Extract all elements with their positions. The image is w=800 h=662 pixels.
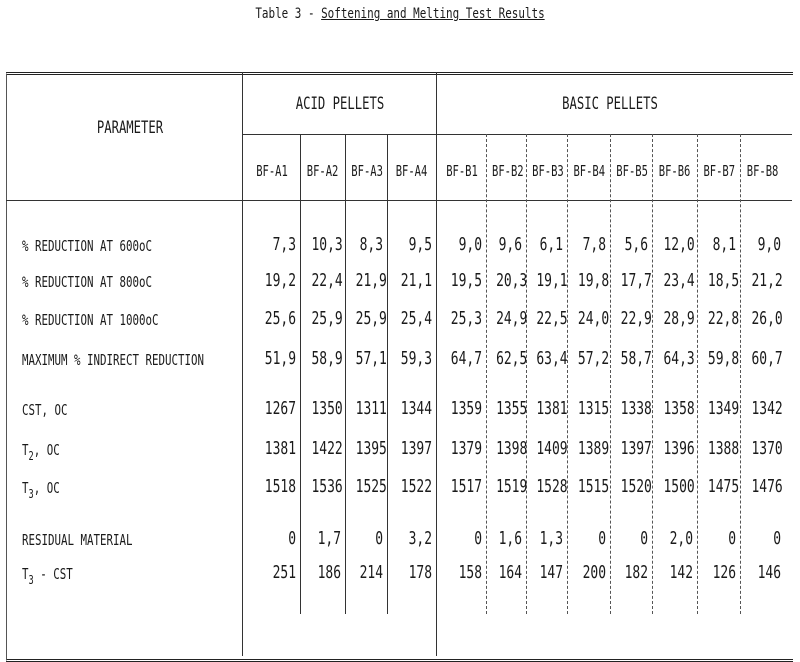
column-code: BF-A1: [256, 162, 288, 180]
table-cell: 1528: [536, 476, 568, 497]
column-divider: [567, 134, 568, 614]
table-cell: 1,6: [498, 528, 522, 549]
table-cell: 1370: [751, 438, 783, 459]
row-label: $T_3$ - CST: [22, 565, 73, 587]
divider-parameter: [242, 72, 243, 656]
table-cell: 1475: [707, 476, 740, 497]
row-label: MAXIMUM % INDIRECT REDUCTION: [22, 351, 205, 369]
parameter-header: PARAMETER: [96, 118, 164, 138]
column-divider: [740, 134, 741, 614]
column-divider: [610, 134, 611, 614]
table-cell: 0: [773, 528, 781, 549]
table-cell: 0: [375, 528, 383, 549]
table-cell: 59,8: [707, 348, 740, 369]
column-code: BF-B5: [616, 162, 648, 180]
column-code: BF-B4: [573, 162, 606, 180]
table-cell: 1315: [577, 398, 610, 419]
column-divider: [387, 134, 388, 614]
row-label: % REDUCTION AT 600oC: [22, 237, 153, 255]
table-caption: [88, 6, 712, 22]
caption-title: Softening and Melting Test Results: [321, 6, 545, 22]
row-label: % REDUCTION AT 800oC: [22, 273, 153, 291]
table-cell: 10,3: [311, 234, 343, 255]
table-cell: 24,0: [577, 308, 610, 329]
column-code: BF-B2: [492, 162, 524, 180]
table-cell: 0: [598, 528, 606, 549]
table-cell: 1267: [264, 398, 296, 419]
table-cell: 1381: [264, 438, 296, 459]
table-cell: 1381: [536, 398, 568, 419]
table-cell: 0: [640, 528, 648, 549]
table-cell: 19,5: [450, 270, 482, 291]
table-cell: 7,8: [582, 234, 606, 255]
table-cell: 1338: [620, 398, 652, 419]
table-cell: 1396: [663, 438, 695, 459]
table-cell: 8,1: [712, 234, 736, 255]
table-cell: 1536: [311, 476, 343, 497]
table-cell: 19,8: [577, 270, 610, 291]
table-cell: 0: [474, 528, 482, 549]
table-cell: 26,0: [751, 308, 783, 329]
table-cell: 58,9: [311, 348, 343, 369]
table-cell: 24,9: [496, 308, 528, 329]
table-cell: 19,2: [264, 270, 296, 291]
table-cell: 142: [669, 562, 693, 583]
table-cell: 12,0: [663, 234, 695, 255]
table-cell: 1500: [663, 476, 695, 497]
table-cell: 57,1: [355, 348, 387, 369]
table-cell: 22,5: [536, 308, 568, 329]
divider-acid-basic: [436, 72, 437, 656]
table-cell: 7,3: [272, 234, 296, 255]
table-cell: 1388: [707, 438, 740, 459]
table-cell: 19,1: [536, 270, 568, 291]
table-cell: 1350: [311, 398, 343, 419]
caption-prefix: Table 3 -: [255, 6, 322, 22]
table-cell: 9,0: [757, 234, 781, 255]
table-cell: 251: [272, 562, 296, 583]
row-label: $T_2$, OC: [22, 441, 60, 463]
table-cell: 25,3: [450, 308, 482, 329]
table-cell: 64,7: [450, 348, 482, 369]
table-cell: 200: [582, 562, 606, 583]
column-code: BF-B7: [703, 162, 736, 180]
column-code: BF-B8: [746, 162, 779, 180]
column-code: BF-A3: [351, 162, 383, 180]
table-cell: 9,5: [408, 234, 432, 255]
table-cell: 182: [624, 562, 648, 583]
table-cell: 9,0: [458, 234, 482, 255]
table-cell: 214: [359, 562, 383, 583]
table-cell: 64,3: [663, 348, 695, 369]
header-rule: [6, 200, 792, 201]
table-cell: 3,2: [408, 528, 432, 549]
column-divider: [697, 134, 698, 614]
row-label: % REDUCTION AT 1000oC: [22, 311, 159, 329]
table-cell: 58,7: [620, 348, 652, 369]
table-cell: 1349: [707, 398, 740, 419]
table-cell: 60,7: [751, 348, 783, 369]
table-cell: 1409: [536, 438, 568, 459]
row-label: RESIDUAL MATERIAL: [22, 531, 133, 549]
table-cell: 1342: [751, 398, 783, 419]
table-cell: 22,8: [707, 308, 740, 329]
table-cell: 21,2: [751, 270, 783, 291]
table-cell: 23,4: [663, 270, 695, 291]
table-cell: 18,5: [707, 270, 740, 291]
column-divider: [486, 134, 487, 614]
table-cell: 6,1: [539, 234, 563, 255]
table-cell: 164: [498, 562, 522, 583]
table-cell: 1389: [577, 438, 610, 459]
table-cell: 1515: [577, 476, 610, 497]
table-cell: 17,7: [620, 270, 652, 291]
table-cell: 62,5: [496, 348, 528, 369]
table-cell: 22,4: [311, 270, 343, 291]
column-divider: [526, 134, 527, 614]
table-cell: 1518: [264, 476, 296, 497]
table-cell: 1397: [400, 438, 432, 459]
column-code: BF-B1: [446, 162, 478, 180]
group-header-rule: [242, 134, 792, 135]
column-code: BF-B6: [658, 162, 691, 180]
table-cell: 63,4: [536, 348, 568, 369]
table-cell: 1359: [450, 398, 482, 419]
table-cell: 51,9: [264, 348, 296, 369]
table-cell: 1476: [751, 476, 783, 497]
table-cell: 1311: [355, 398, 387, 419]
table-cell: 25,9: [311, 308, 343, 329]
table-cell: 186: [317, 562, 341, 583]
table-cell: 1379: [450, 438, 482, 459]
table-cell: 57,2: [577, 348, 610, 369]
table-cell: 28,9: [663, 308, 695, 329]
table-cell: 1522: [400, 476, 432, 497]
table-cell: 158: [458, 562, 482, 583]
table-cell: 22,9: [620, 308, 652, 329]
table-cell: 1519: [496, 476, 528, 497]
table-cell: 126: [712, 562, 736, 583]
row-label: CST, OC: [22, 401, 68, 419]
table-cell: 1422: [311, 438, 343, 459]
column-code: BF-B3: [532, 162, 564, 180]
basic-pellets-header: BASIC PELLETS: [562, 94, 658, 114]
table-cell: 20,3: [496, 270, 528, 291]
table-cell: 25,4: [400, 308, 432, 329]
column-divider: [345, 134, 346, 614]
table-cell: 0: [728, 528, 736, 549]
table-cell: 1398: [496, 438, 528, 459]
column-divider: [300, 134, 301, 614]
table-cell: 21,1: [400, 270, 432, 291]
table-cell: 146: [757, 562, 781, 583]
table-cell: 0: [288, 528, 296, 549]
table-cell: 2,0: [669, 528, 693, 549]
column-divider: [652, 134, 653, 614]
table-cell: 1397: [620, 438, 652, 459]
table-cell: 8,3: [359, 234, 383, 255]
table-cell: 25,6: [264, 308, 296, 329]
table-cell: 1358: [663, 398, 695, 419]
acid-pellets-header: ACID PELLETS: [295, 94, 385, 114]
table-cell: 59,3: [400, 348, 432, 369]
table-cell: 25,9: [355, 308, 387, 329]
table-cell: 1355: [496, 398, 528, 419]
table-cell: 1520: [620, 476, 652, 497]
table-cell: 147: [539, 562, 563, 583]
table-cell: 178: [408, 562, 432, 583]
table-cell: 1525: [355, 476, 387, 497]
column-code: BF-A2: [306, 162, 339, 180]
table-cell: 1,3: [539, 528, 563, 549]
table-cell: 1395: [355, 438, 387, 459]
table-cell: 9,6: [498, 234, 522, 255]
table-cell: 1,7: [317, 528, 341, 549]
table-cell: 1344: [400, 398, 432, 419]
column-code: BF-A4: [395, 162, 428, 180]
table-cell: 21,9: [355, 270, 387, 291]
table-cell: 1517: [450, 476, 482, 497]
row-label: $T_3$, OC: [22, 479, 60, 501]
table-cell: 5,6: [624, 234, 648, 255]
